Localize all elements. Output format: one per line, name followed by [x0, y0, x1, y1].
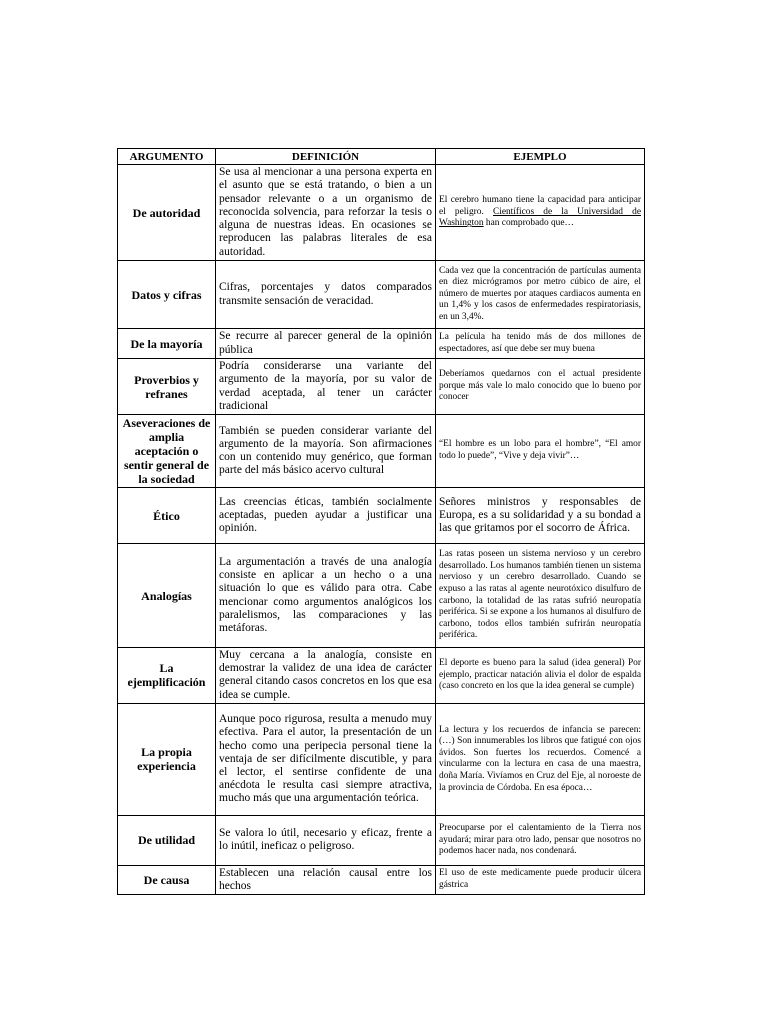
example-cell: Las ratas poseen un sistema nervioso y un cerebro desarrollado. Los humanos también tienen un sistema nervioso y un cerebro desarrollado. Cuando se expuso a las ratas al agente neurotóxico disulfuro de carbono, la totalidad de las ratas sufrió neuropatía periférica. Si se expone a los humanos al disulfuro de carbono, todos ellos también sufrirán neuropatía periférica.	[436, 544, 645, 648]
argument-cell: Proverbios y refranes	[118, 359, 216, 415]
definition-cell: Aunque poco rigurosa, resulta a menudo muy efectiva. Para el autor, la presentación de un hecho como una peripecia personal tiene la ventaja de ser difícilmente discutible, y para el lector, el sentirse confidente de una anécdota le resulta casi siempre atractiva, mucho más que una argumentación teórica.	[216, 703, 436, 815]
argument-cell: Analogías	[118, 544, 216, 648]
definition-cell: Se usa al mencionar a una persona experta en el asunto que se está tratando, o bien a un pensador relevante o a un organismo de reconocida solvencia, para reforzar la tesis o alguna de nuestras ideas. En ocasiones se reproducen las palabras literales de esa autoridad.	[216, 165, 436, 261]
example-cell: La lectura y los recuerdos de infancia se parecen: (…) Son innumerables los libros que fatigué con ojos ávidos. Son fuertes los recuerdos. Comencé a vincularme con la lectura en casa de una maestra, doña María. Vivíamos en Cruz del Eje, al noroeste de la provincia de Córdoba. En esa época…	[436, 703, 645, 815]
table-row	[118, 703, 645, 815]
example-cell: El uso de este medicamente puede producir úlcera gástrica	[436, 865, 645, 894]
example-cell: El deporte es bueno para la salud (idea general) Por ejemplo, practicar natación alivia el dolor de espalda (caso concreto en los que la idea general se cumple)	[436, 648, 645, 704]
header-definicion: DEFINICIÓN	[216, 149, 436, 165]
table-row	[118, 544, 645, 648]
table-row	[118, 865, 645, 894]
definition-cell: Se recurre al parecer general de la opinión pública	[216, 329, 436, 359]
arguments-table	[117, 148, 645, 895]
header-ejemplo: EJEMPLO	[436, 149, 645, 165]
argument-cell: De la mayoría	[118, 329, 216, 359]
example-text: han comprobado que…	[483, 218, 574, 229]
argument-cell: De utilidad	[118, 815, 216, 865]
table-header-row	[118, 149, 645, 165]
example-cell: Deberíamos quedarnos con el actual presidente porque más vale lo malo conocido que lo bueno por conocer	[436, 359, 645, 415]
definition-cell: Podría considerarse una variante del argumento de la mayoría, por su valor de verdad aceptada, al tener un carácter tradicional	[216, 359, 436, 415]
table-row	[118, 815, 645, 865]
example-cell	[436, 165, 645, 261]
example-cell: La película ha tenido más de dos millones de espectadores, así que debe ser muy buena	[436, 329, 645, 359]
argument-cell: La ejemplificación	[118, 648, 216, 704]
example-cell: “El hombre es un lobo para el hombre”, “El amor todo lo puede”, “Vive y deja vivir”…	[436, 415, 645, 488]
argument-cell: De causa	[118, 865, 216, 894]
table-row	[118, 329, 645, 359]
table-row	[118, 359, 645, 415]
definition-cell: También se pueden considerar variante del argumento de la mayoría. Son afirmaciones con un contenido muy genérico, que forman parte del más básico acervo cultural	[216, 415, 436, 488]
argument-cell: Ético	[118, 488, 216, 544]
example-cell: Preocuparse por el calentamiento de la Tierra nos ayudará; mirar para otro lado, pensar que nosotros no podemos hacer nada, nos condenará.	[436, 815, 645, 865]
table-row	[118, 488, 645, 544]
argument-cell: Aseveraciones de amplia aceptación o sentir general de la sociedad	[118, 415, 216, 488]
definition-cell: Se valora lo útil, necesario y eficaz, frente a lo inútil, ineficaz o peligroso.	[216, 815, 436, 865]
argument-cell: La propia experiencia	[118, 703, 216, 815]
argument-cell: Datos y cifras	[118, 261, 216, 329]
definition-cell: Las creencias éticas, también socialmente aceptadas, pueden ayudar a justificar una opinión.	[216, 488, 436, 544]
table-row	[118, 648, 645, 704]
table-row	[118, 165, 645, 261]
definition-cell: Muy cercana a la analogía, consiste en demostrar la validez de una idea de carácter general citando casos concretos en los que esa idea se cumple.	[216, 648, 436, 704]
argument-cell: De autoridad	[118, 165, 216, 261]
table-row	[118, 261, 645, 329]
example-text: El cerebro humano tiene la capacidad para anticipar el peligro.	[439, 195, 641, 217]
example-cell: Cada vez que la concentración de partículas aumenta en diez micrógramos por metro cúbico de aire, el número de muertes por ataques cardiacos aumenta en un 1,4% y los casos de enfermedades respiratoriasis, en un 3,4%.	[436, 261, 645, 329]
definition-cell: Cifras, porcentajes y datos comparados transmite sensación de veracidad.	[216, 261, 436, 329]
definition-cell: Establecen una relación causal entre los hechos	[216, 865, 436, 894]
example-cell: Señores ministros y responsables de Europa, es a su solidaridad y a su bondad a las que gritamos por el socorro de África.	[436, 488, 645, 544]
table-row	[118, 415, 645, 488]
header-argumento: ARGUMENTO	[118, 149, 216, 165]
definition-cell: La argumentación a través de una analogía consiste en aplicar a un hecho o a una situación lo que es válido para otra. Cabe mencionar como argumentos analógicos los paralelismos, las comparaciones y las metáforas.	[216, 544, 436, 648]
example-underlined-text: Científicos de la Universidad de Washington	[439, 206, 641, 229]
